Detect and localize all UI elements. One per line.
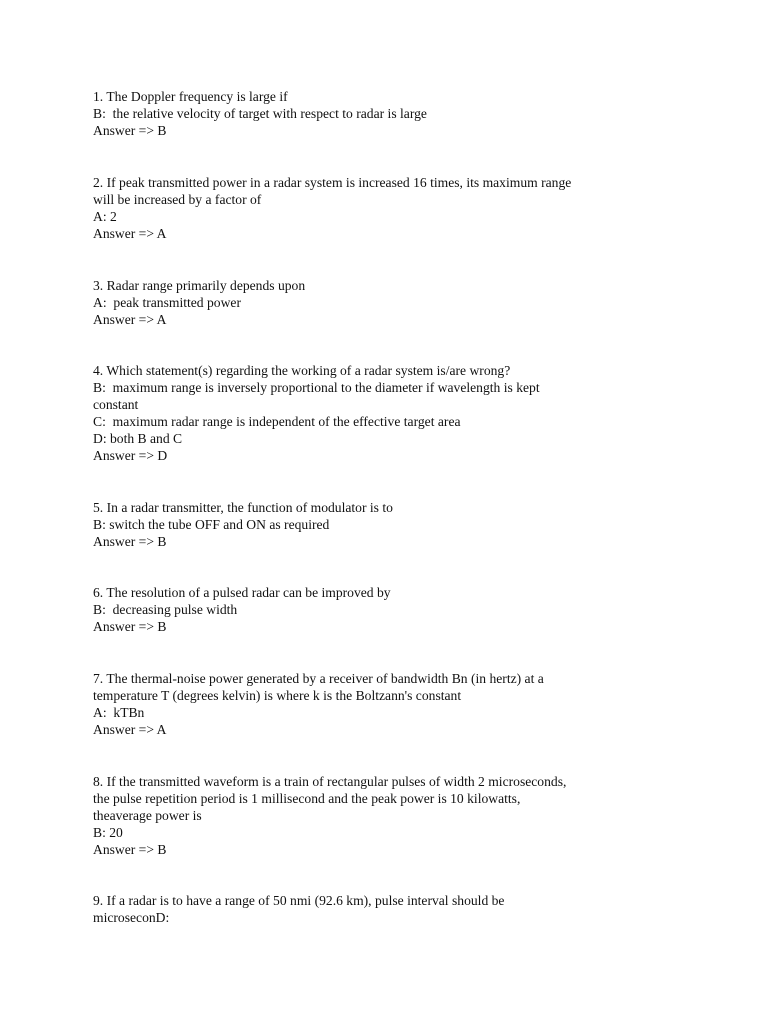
- option-text: B: the relative velocity of target with respect to radar is large: [93, 106, 427, 122]
- question-text-continued: the pulse repetition period is 1 millisecond and the peak power is 10 kilowatts,: [93, 791, 521, 807]
- option-text: D: both B and C: [93, 431, 183, 447]
- question-block-8: [93, 773, 566, 858]
- answer-text: Answer => B: [93, 123, 167, 139]
- question-text-continued: temperature T (degrees kelvin) is where k is the Boltzann's constant: [93, 688, 462, 704]
- option-text: B: switch the tube OFF and ON as required: [93, 517, 330, 533]
- question-text: 7. The thermal-noise power generated by a receiver of bandwidth Bn (in hertz) at a: [93, 671, 544, 686]
- option-text: B: maximum range is inversely proportional to the diameter if wavelength is kept: [93, 380, 540, 396]
- question-text: 9. If a radar is to have a range of 50 nmi (92.6 km), pulse interval should be: [93, 893, 505, 908]
- answer-text: Answer => B: [93, 534, 167, 550]
- question-block-1: [93, 88, 427, 139]
- question-block-7: [93, 670, 544, 738]
- question-block-9: [93, 892, 504, 926]
- option-text: C: maximum radar range is independent of the effective target area: [93, 414, 461, 430]
- answer-text: Answer => A: [93, 722, 167, 738]
- question-text: 8. If the transmitted waveform is a train of rectangular pulses of width 2 microseconds,: [93, 774, 567, 789]
- question-text-continued: will be increased by a factor of: [93, 192, 262, 208]
- question-block-2: [93, 174, 571, 242]
- answer-text: Answer => A: [93, 226, 167, 242]
- option-text: B: decreasing pulse width: [93, 602, 238, 618]
- question-text: 6. The resolution of a pulsed radar can be improved by: [93, 585, 391, 600]
- question-block-4: [93, 362, 540, 465]
- question-text: 3. Radar range primarily depends upon: [93, 278, 306, 293]
- question-block-3: [93, 277, 305, 328]
- answer-text: Answer => A: [93, 312, 167, 328]
- answer-text: Answer => B: [93, 619, 167, 635]
- question-text-continued: microseconD:: [93, 910, 170, 926]
- question-text: 1. The Doppler frequency is large if: [93, 89, 288, 104]
- option-text: A: 2: [93, 209, 117, 225]
- question-block-5: [93, 499, 393, 550]
- option-text: A: kTBn: [93, 705, 145, 721]
- answer-text: Answer => B: [93, 842, 167, 858]
- question-text: 4. Which statement(s) regarding the working of a radar system is/are wrong?: [93, 363, 511, 378]
- question-text: 2. If peak transmitted power in a radar system is increased 16 times, its maximum range: [93, 175, 572, 190]
- answer-text: Answer => D: [93, 448, 168, 464]
- option-text: A: peak transmitted power: [93, 295, 241, 311]
- question-block-6: [93, 584, 391, 635]
- option-text: B: 20: [93, 825, 123, 841]
- question-text: 5. In a radar transmitter, the function of modulator is to: [93, 500, 393, 515]
- option-text-continued: constant: [93, 397, 139, 413]
- question-text-continued: theaverage power is: [93, 808, 202, 824]
